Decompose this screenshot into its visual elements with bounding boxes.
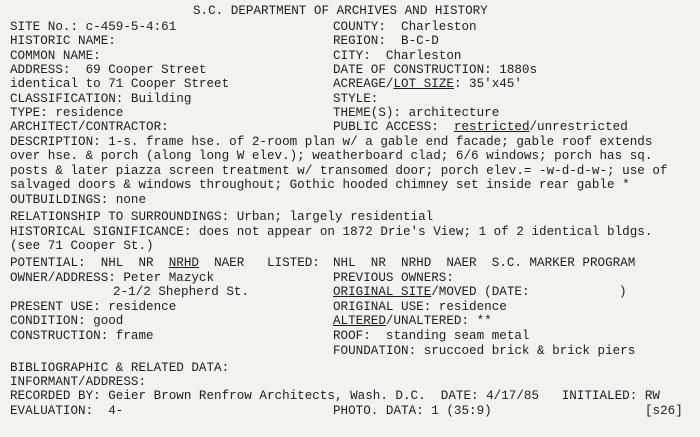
address: ADDRESS: 69 Cooper Street: [10, 63, 207, 77]
roof: ROOF: standing seam metal: [333, 329, 530, 343]
bibliographic-data: BIBLIOGRAPHIC & RELATED DATA:: [10, 361, 230, 375]
relationship-to-surroundings: RELATIONSHIP TO SURROUNDINGS: Urban; largely residential: [10, 210, 434, 224]
potential-pre: POTENTIAL: NHL NR: [10, 256, 169, 270]
common-name: COMMON NAME:: [10, 49, 101, 63]
county: COUNTY: Charleston: [333, 20, 477, 34]
present-use: PRESENT USE: residence: [10, 300, 177, 314]
foundation: FOUNDATION: sruccoed brick & brick piers: [333, 344, 636, 358]
description-line: over hse. & porch (along long W elev.); weatherboard clad; 6/6 windows; porch has sq.: [10, 149, 653, 163]
altered-unaltered: [333, 314, 492, 328]
original-site-moved: [333, 285, 530, 299]
owner-address: OWNER/ADDRESS: Peter Mazyck: [10, 271, 215, 285]
public-access-label: PUBLIC ACCESS:: [333, 120, 454, 134]
sheet-reference: [s26]: [645, 404, 683, 418]
altered-label: ALTERED: [333, 314, 386, 328]
potential: [10, 256, 320, 270]
owner-street: 2-1/2 Shepherd St.: [113, 285, 250, 299]
evaluation: EVALUATION: 4-: [10, 404, 124, 418]
informant-address: INFORMANT/ADDRESS:: [10, 375, 147, 389]
recorded-by: RECORDED BY: Geier Brown Renfrow Architects, Wash. D.C. DATE: 4/17/85 INITIALED: RW: [10, 389, 660, 403]
altered-rest: /UNALTERED: **: [385, 314, 492, 328]
site-number: SITE No.: c-459-5-4:61: [10, 20, 177, 34]
listed-options: NHL NR NRHD NAER S.C. MARKER PROGRAM: [333, 256, 636, 270]
description-line: DESCRIPTION: 1-s. frame hse. of 2-room plan w/ a gable end facade; gable roof extends: [10, 135, 653, 149]
construction: CONSTRUCTION: frame: [10, 329, 154, 343]
style: STYLE:: [333, 92, 379, 106]
moved-close: ): [619, 285, 627, 299]
city: CITY: Charleston: [333, 49, 462, 63]
lot-size-label: LOT SIZE: [393, 77, 454, 91]
lot-size-value: : 35'x45': [453, 77, 522, 91]
public-access-rest: /unrestricted: [529, 120, 628, 134]
potential-nrhd: NRHD: [168, 256, 199, 270]
significance-line: HISTORICAL SIGNIFICANCE: does not appear on 1872 Drie's View; 1 of 2 identical bldgs.: [10, 225, 653, 239]
description-line: posts & later piazza screen treatment w/ transomed door; porch elev.= -w-d-d-w-; use of: [10, 164, 668, 178]
original-site-label: ORIGINAL SITE: [333, 285, 432, 299]
historic-name: HISTORIC NAME:: [10, 34, 116, 48]
condition: CONDITION: good: [10, 314, 124, 328]
construction-date: DATE OF CONSTRUCTION: 1880s: [333, 63, 538, 77]
potential-post: NAER LISTED:: [198, 256, 320, 270]
architect-contractor: ARCHITECT/CONTRACTOR:: [10, 120, 169, 134]
address-note: identical to 71 Cooper Street: [10, 77, 230, 91]
classification: CLASSIFICATION: Building: [10, 92, 192, 106]
significance-line: (see 71 Cooper St.): [10, 239, 154, 253]
description-line: salvaged doors & windows throughout; Gothic hooded chimney set inside rear gable *: [10, 178, 630, 192]
outbuildings: OUTBUILDINGS: none: [10, 193, 147, 207]
moved-text: /MOVED (DATE:: [431, 285, 530, 299]
photo-data: PHOTO. DATA: 1 (35:9): [333, 404, 492, 418]
type: TYPE: residence: [10, 106, 124, 120]
themes: THEME(S): architecture: [333, 106, 500, 120]
public-access-restricted: restricted: [453, 120, 530, 134]
acreage-label: ACREAGE/: [333, 77, 394, 91]
public-access: [333, 120, 628, 134]
region: REGION: B-C-D: [333, 34, 439, 48]
previous-owners: PREVIOUS OWNERS:: [333, 271, 454, 285]
acreage-lot-size: [333, 77, 522, 91]
card-header: S.C. DEPARTMENT OF ARCHIVES AND HISTORY: [193, 4, 488, 18]
original-use: ORIGINAL USE: residence: [333, 300, 507, 314]
